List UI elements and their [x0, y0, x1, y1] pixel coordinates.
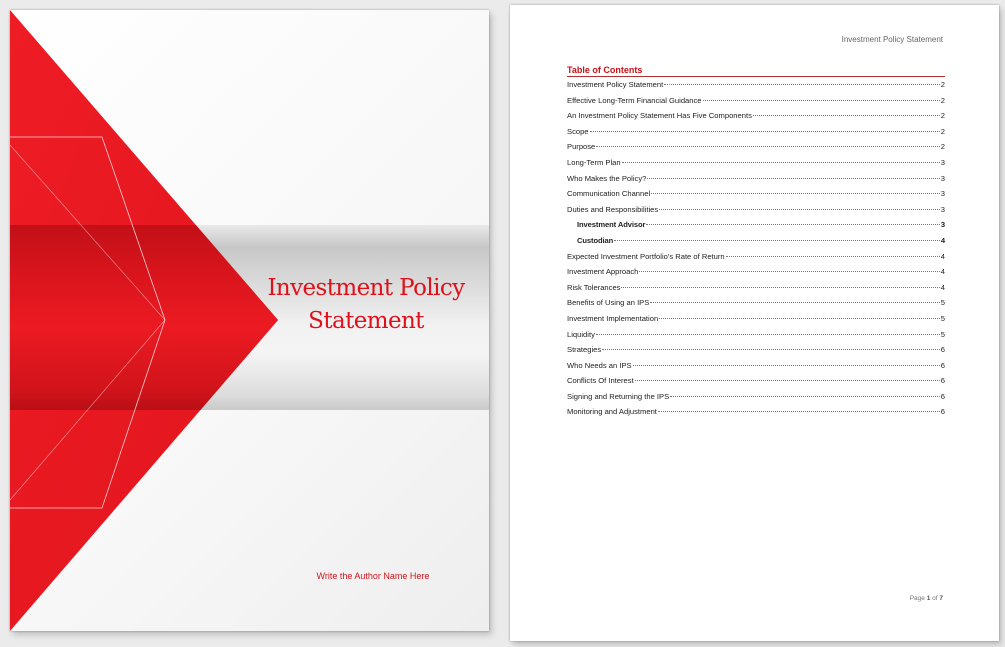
toc-entry[interactable]: [567, 252, 945, 268]
toc-entry[interactable]: [567, 345, 945, 361]
toc-dot-leader: [670, 396, 940, 397]
toc-entry-page: 5: [940, 298, 945, 308]
toc-entry-page: 4: [940, 267, 945, 277]
toc-entry-label: Who Makes the Policy?: [567, 173, 647, 183]
toc-entry[interactable]: [567, 220, 945, 236]
cover-title-line-1: Investment Policy: [267, 275, 465, 301]
toc-entry-label: Benefits of Using an IPS: [567, 298, 650, 308]
toc-dot-leader: [639, 271, 939, 272]
page-footer: [910, 595, 943, 602]
toc-entry-page: 3: [940, 189, 945, 199]
toc-dot-leader: [650, 302, 939, 303]
toc-dot-leader: [664, 84, 940, 85]
toc-entry-page: 6: [940, 391, 945, 401]
page-header: Investment Policy Statement: [841, 35, 943, 44]
toc-entry-page: 6: [940, 376, 945, 386]
toc-entry-label: Scope: [567, 126, 589, 136]
toc-entry[interactable]: [567, 142, 945, 158]
toc-dot-leader: [596, 334, 940, 335]
toc-dot-leader: [614, 240, 940, 241]
toc-dot-leader: [753, 115, 940, 116]
toc-entry-page: 4: [940, 235, 945, 245]
toc-entry-label: Communication Channel: [567, 189, 651, 199]
toc-entry-page: 3: [940, 173, 945, 183]
footer-of: of: [930, 595, 940, 602]
toc-entry-page: 5: [940, 329, 945, 339]
toc-dot-leader: [646, 224, 939, 225]
toc-entry-label: Who Needs an IPS: [567, 360, 632, 370]
toc-entry-page: 5: [940, 313, 945, 323]
toc-entry-page: 2: [940, 126, 945, 136]
toc-entry[interactable]: [567, 392, 945, 408]
toc-dot-leader: [596, 146, 939, 147]
toc-dot-leader: [602, 349, 940, 350]
toc-entry[interactable]: [567, 236, 945, 252]
toc-entry-label: Risk Tolerances: [567, 282, 621, 292]
toc-entry-label: Investment Approach: [567, 267, 639, 277]
toc-entry-page: 2: [940, 95, 945, 105]
toc-dot-leader: [647, 178, 939, 179]
cover-title-line-2: Statement: [308, 308, 424, 334]
toc-entry-label: Expected Investment Portfolio's Rate of Return: [567, 251, 725, 261]
footer-prefix: Page: [909, 595, 927, 602]
toc-entry-page: 4: [940, 251, 945, 261]
toc-entry-label: Investment Advisor: [577, 220, 646, 230]
toc-entry-label: An Investment Policy Statement Has Five Components: [567, 111, 752, 121]
author-name[interactable]: Write the Author Name Here: [316, 571, 430, 581]
toc-entry-page: 3: [940, 204, 945, 214]
toc-dot-leader: [651, 193, 940, 194]
toc-entry-page: 4: [940, 282, 945, 292]
toc-entry[interactable]: [567, 205, 945, 221]
toc-entry-page: 6: [940, 345, 945, 355]
toc-entry[interactable]: [567, 111, 945, 127]
toc-entry-page: 3: [940, 157, 945, 167]
toc-dot-leader: [635, 380, 940, 381]
toc-entry-label: Custodian: [577, 235, 614, 245]
cover-page: [10, 10, 489, 631]
toc-entry-label: Long-Term Plan: [567, 157, 621, 167]
toc-entry-label: Signing and Returning the IPS: [567, 391, 670, 401]
toc-entry-label: Investment Policy Statement: [567, 80, 664, 89]
toc-entry[interactable]: [567, 96, 945, 112]
toc-entry[interactable]: [567, 158, 945, 174]
toc-entry[interactable]: [567, 361, 945, 377]
toc-entry-label: Conflicts Of Interest: [567, 376, 634, 386]
toc-dot-leader: [659, 318, 940, 319]
toc-dot-leader: [621, 287, 939, 288]
toc-entry[interactable]: [567, 174, 945, 190]
toc-entry[interactable]: [567, 298, 945, 314]
toc-dot-leader: [633, 365, 940, 366]
toc-entry-label: Liquidity: [567, 329, 595, 339]
toc-entry-page: 3: [940, 220, 945, 230]
toc-list: [567, 80, 945, 423]
toc-entry[interactable]: [567, 189, 945, 205]
toc-entry[interactable]: [567, 330, 945, 346]
toc-entry-page: 6: [940, 360, 945, 370]
toc-entry-label: Duties and Responsibilities: [567, 204, 659, 214]
toc-entry-label: Purpose: [567, 142, 596, 152]
toc-entry[interactable]: [567, 314, 945, 330]
toc-entry-label: Investment Implementation: [567, 313, 659, 323]
toc-entry[interactable]: [567, 407, 945, 423]
toc-entry[interactable]: [567, 80, 945, 96]
toc-entry-page: 2: [940, 142, 945, 152]
toc-entry-page: 6: [940, 407, 945, 417]
toc-dot-leader: [622, 162, 940, 163]
toc-dot-leader: [590, 131, 940, 132]
toc-page: [510, 5, 999, 641]
footer-page-number: 1: [926, 595, 931, 602]
toc-entry[interactable]: [567, 127, 945, 143]
toc-dot-leader: [726, 256, 940, 257]
toc-entry[interactable]: [567, 376, 945, 392]
toc-entry-page: 2: [940, 80, 945, 89]
toc-entry[interactable]: [567, 283, 945, 299]
toc-entry-label: Effective Long-Term Financial Guidance: [567, 95, 702, 105]
footer-page-total: 7: [939, 595, 943, 602]
toc-dot-leader: [659, 209, 940, 210]
toc-dot-leader: [703, 100, 940, 101]
toc-dot-leader: [658, 411, 940, 412]
toc-title: Table of Contents: [567, 65, 945, 77]
toc-entry-page: 2: [940, 111, 945, 121]
toc-entry[interactable]: [567, 267, 945, 283]
toc-entry-label: Strategies: [567, 345, 602, 355]
toc-entry-label: Monitoring and Adjustment: [567, 407, 657, 417]
cover-title: [250, 272, 482, 338]
